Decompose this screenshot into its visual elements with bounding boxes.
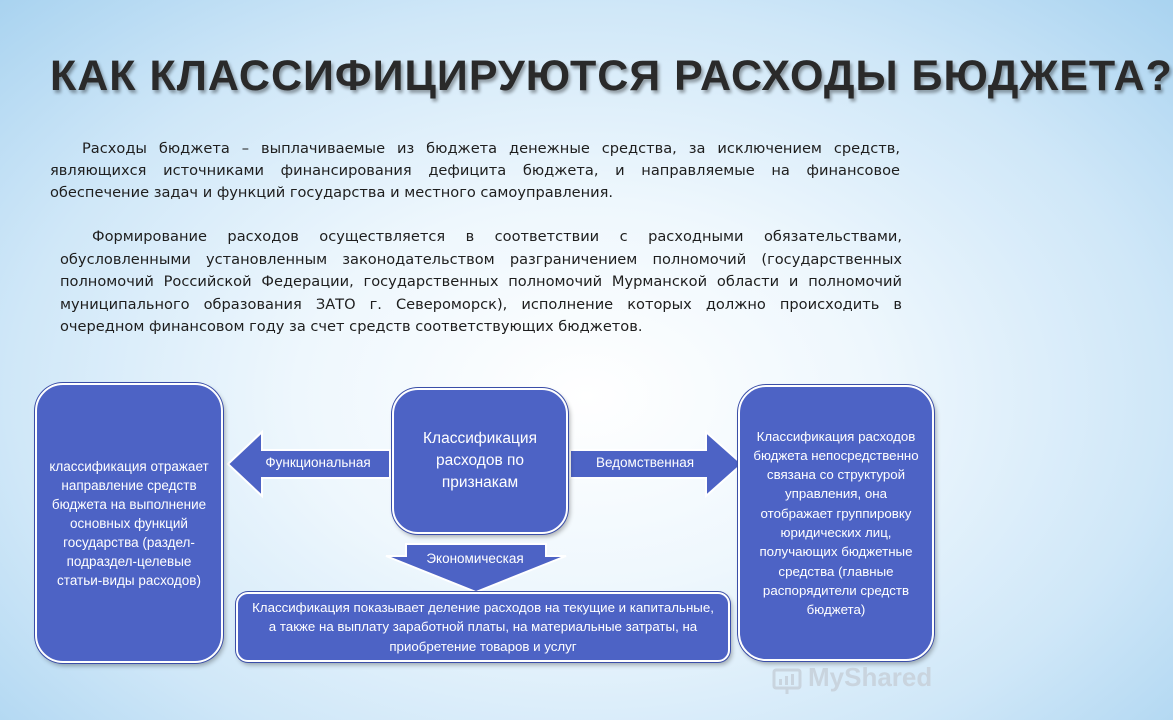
functional-classification-box bbox=[35, 383, 223, 663]
presentation-icon bbox=[772, 666, 802, 696]
page-title: КАК КЛАССИФИЦИРУЮТСЯ РАСХОДЫ БЮДЖЕТА? bbox=[50, 52, 1173, 100]
economic-arrow-label: Экономическая bbox=[426, 551, 524, 566]
classification-center-box bbox=[392, 388, 568, 534]
definition-paragraph: Расходы бюджета – выплачиваемые из бюджета денежные средства, за исключением средств, являющихся источниками финансирования дефицита бюджета, и направляемые на финансовое обеспечение задач и функций государства и местного самоуправления. bbox=[50, 140, 900, 202]
departmental-arrow-label: Ведомственная bbox=[595, 455, 695, 470]
departmental-classification-box bbox=[738, 385, 934, 661]
watermark-text: MyShared bbox=[808, 662, 933, 692]
departmental-description: Классификация расходов бюджета непосредственно связана со структурой управления, она отображает группировку юридических лиц, получающих бюджетные средства (главные распорядители средств бюджета) bbox=[753, 428, 919, 618]
center-label: Классификация расходов по признакам bbox=[423, 430, 537, 491]
watermark bbox=[772, 660, 932, 700]
formation-paragraph: Формирование расходов осуществляется в соответствии с расходными обязательствами, обусловленными установленным законодательством разграничением полномочий (государственных полномочий Российской Федерации, государственных полномочий Мурманской области и полномочий муниципального образования ЗАТО г. Североморск), исполнение которых должно происходить в очередном финансовом году за счет средств соответствующих бюджетов. bbox=[60, 228, 902, 335]
functional-description: классификация отражает направление средств бюджета на выполнение основных функций государства (раздел-подраздел-целевые статьи-виды расходов) bbox=[49, 458, 209, 588]
economic-classification-box bbox=[236, 592, 730, 662]
functional-arrow-label: Функциональная bbox=[265, 455, 371, 470]
economic-description: Классификация показывает деление расходов на текущие и капитальные, а также на выплату заработной платы, на материальные затраты, на приобретение товаров и услуг bbox=[252, 599, 714, 654]
